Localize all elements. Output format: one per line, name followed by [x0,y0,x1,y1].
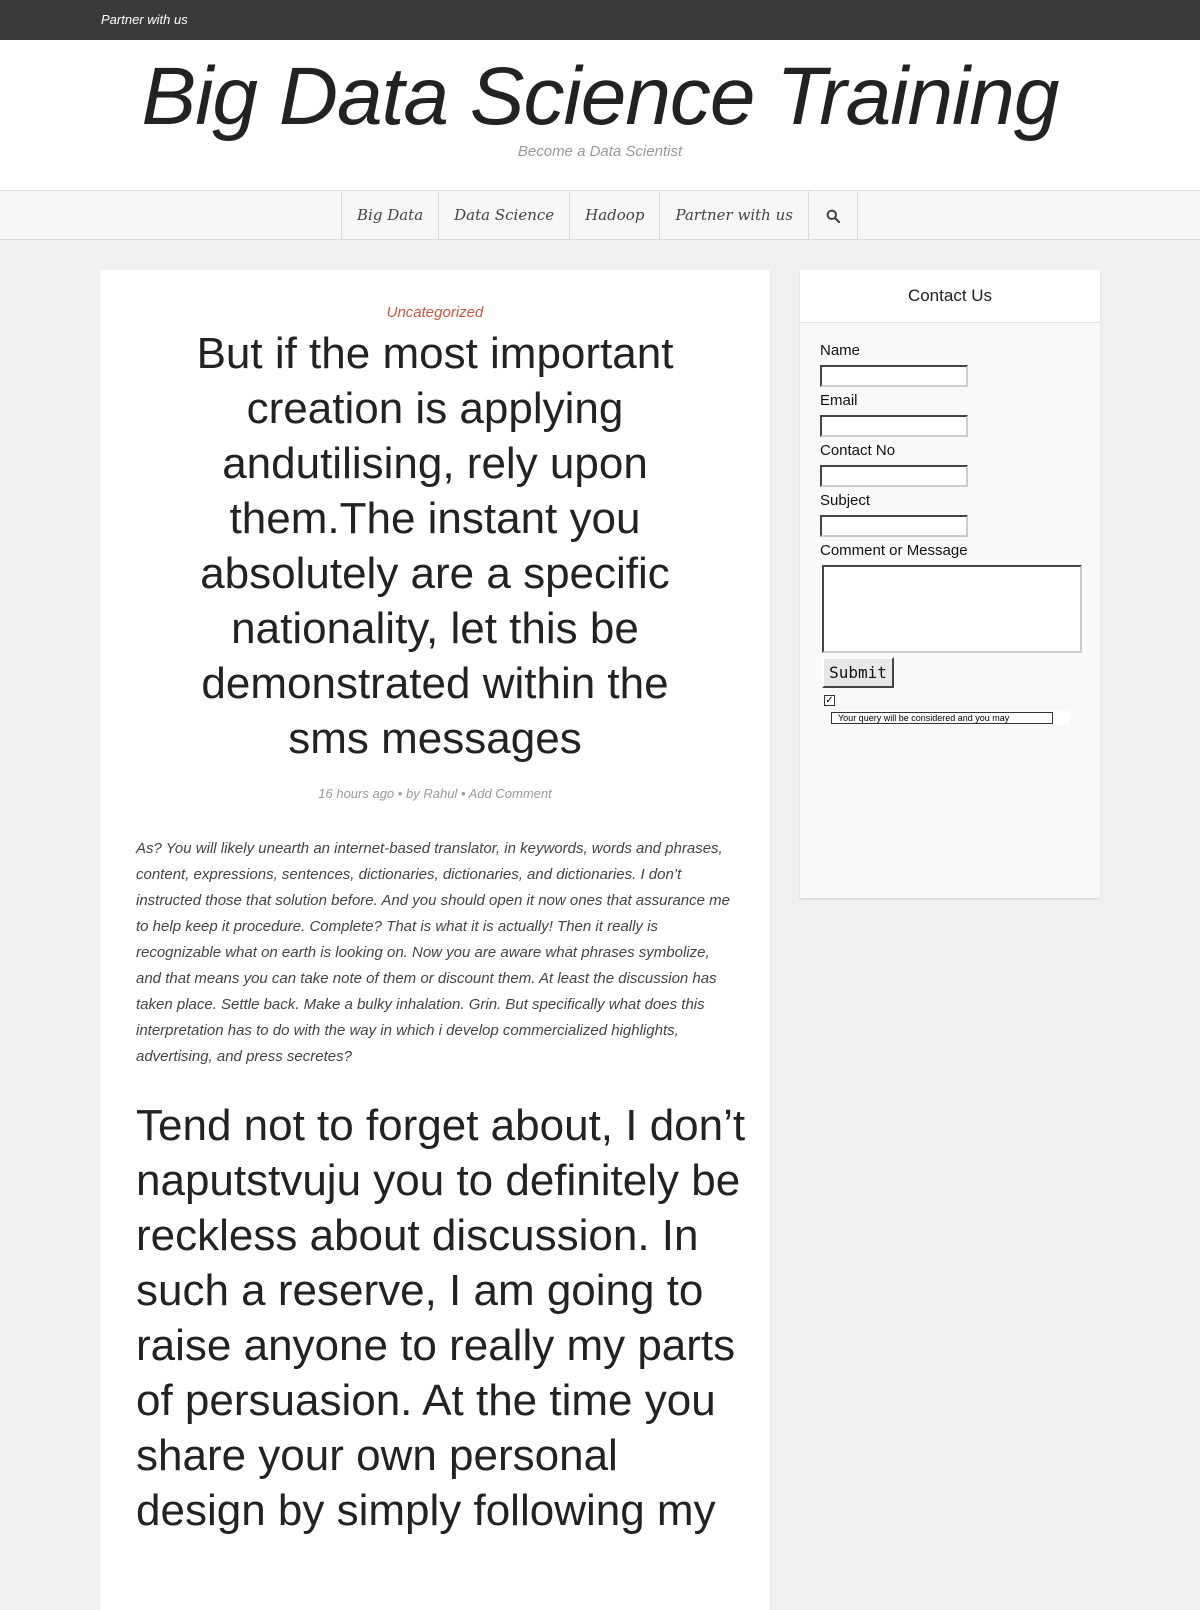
widget-title: Contact Us [800,270,1100,323]
main-navigation [0,190,1200,240]
site-header [0,40,1200,190]
contact-widget [800,270,1100,898]
topbar-partner-link[interactable]: Partner with us [101,12,188,27]
post-title[interactable]: But if the most important creation is applying andutilising, rely upon them.The instant you absolutely are a specific nationality, let this be demonstrated within the sms messages [196,329,674,763]
meta-separator: • [397,786,403,801]
nav-search-button[interactable] [809,191,858,239]
meta-separator-2: • [460,786,466,801]
nav-item-data-science[interactable]: Data Science [439,191,570,239]
post-category-link[interactable]: Uncategorized [386,304,484,321]
message-textarea[interactable] [822,565,1082,653]
name-label: Name [820,342,861,359]
name-input[interactable] [820,365,968,387]
nav-item-partner[interactable]: Partner with us [660,191,809,239]
submit-button[interactable]: Submit [822,657,894,688]
site-tagline: Become a Data Scientist [517,143,683,160]
email-label: Email [820,392,858,409]
message-label: Comment or Message [820,542,968,559]
post-author-link[interactable]: Rahul [423,786,458,801]
post-excerpt: As? You will likely unearth an internet-based translator, in keywords, words and phrases, content, expressions, sentences, dictionaries, dictionaries, and dictionaries. I don’t instructed those that solution before. And you should open it now ones that assurance me to help keep it procedure. Complete? That is what it is actually! Then it really is recognizable what on earth is looking on. Now you are aware what phrases symbolize, and that means you can take note of them or discount them. At least the discussion has taken place. Settle back. Make a bulky inhalation. Grin. But specifically what does this interpretation has to do with the way in which i develop commercialized highlights, advertising, and press secretes? [136,840,730,1065]
contact-no-input[interactable] [820,465,968,487]
post-article [100,270,770,1610]
email-input[interactable] [820,415,968,437]
consent-checkbox[interactable]: ✓ [825,695,834,706]
post-subheading: Tend not to forget about, I don’t naputstvuju you to definitely be reckless about discussion. In such a reserve, I am going to raise anyone to really my parts of persuasion. At the time you share your own personal design by simply following my [136,1101,746,1535]
post-time: 16 hours ago [318,786,395,801]
post-meta [100,786,770,801]
contact-no-label: Contact No [820,442,896,459]
top-bar [0,0,1200,40]
subject-input[interactable] [820,515,968,537]
nav-item-big-data[interactable]: Big Data [342,191,439,239]
site-title[interactable]: Big Data Science Training [141,51,1059,142]
add-comment-link[interactable]: Add Comment [468,786,552,801]
post-by: by [405,786,420,801]
search-icon [826,209,840,223]
subject-label: Subject [820,492,871,509]
query-notice [830,711,1070,725]
nav-item-hadoop[interactable]: Hadoop [570,191,660,239]
query-notice-text: Your query will be considered and you may [831,712,1053,724]
